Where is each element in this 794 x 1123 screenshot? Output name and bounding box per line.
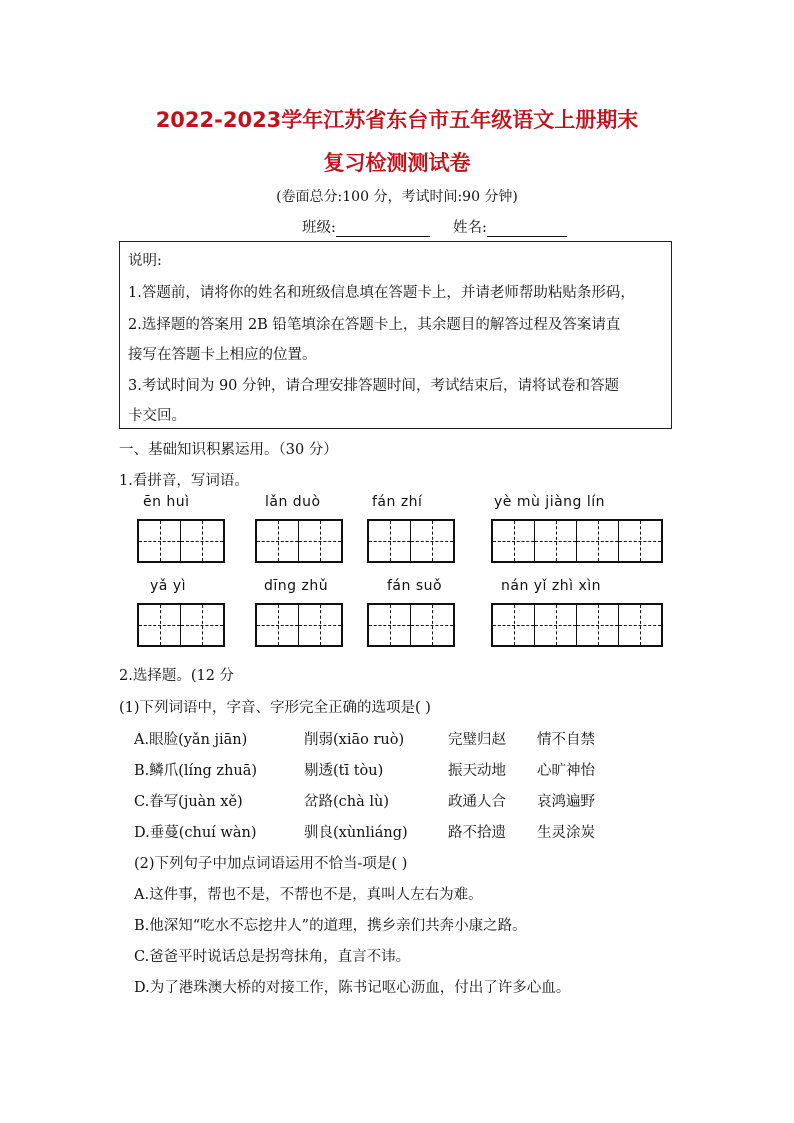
option-d-word1[interactable]: D.垂蔓(chuí wàn) — [134, 825, 257, 841]
pinyin-label: yǎ yì — [150, 578, 186, 594]
instructions-box — [119, 241, 672, 429]
option-c-word3: 政通人合 — [448, 794, 506, 810]
option-b-word3: 振天动地 — [448, 763, 506, 779]
writing-cell[interactable] — [535, 605, 577, 645]
instructions-heading: 说明: — [128, 253, 162, 269]
class-blank[interactable] — [336, 221, 430, 237]
instruction-line: 2.选择题的答案用 2B 铅笔填涂在答题卡上，其余题目的解答过程及答案请直 — [128, 317, 621, 333]
writing-cell[interactable] — [299, 605, 341, 645]
writing-cell[interactable] — [619, 521, 661, 561]
question-2-title: 2.选择题。(12 分 — [119, 668, 235, 684]
option-c-word1[interactable]: C.眷写(juàn xě) — [134, 794, 243, 810]
writing-grid[interactable] — [255, 519, 343, 563]
writing-grid[interactable] — [491, 519, 663, 563]
option-b-sentence[interactable]: B.他深知“吃水不忘挖井人”的道理，携乡亲们共奔小康之路。 — [134, 918, 527, 934]
instruction-line: 卡交回。 — [128, 408, 186, 424]
writing-cell[interactable] — [411, 521, 453, 561]
name-blank[interactable] — [487, 221, 567, 237]
writing-cell[interactable] — [139, 521, 181, 561]
option-a-sentence[interactable]: A.这件事，帮也不是，不帮也不是，真叫人左右为难。 — [134, 887, 483, 903]
option-b-word2: 剔透(tī tòu) — [304, 763, 384, 779]
writing-cell[interactable] — [535, 521, 577, 561]
pinyin-label: lǎn duò — [265, 494, 321, 510]
writing-cell[interactable] — [257, 605, 299, 645]
pinyin-label: nán yǐ zhì xìn — [501, 578, 602, 594]
option-a-word4: 情不自禁 — [537, 732, 595, 748]
option-c-word4: 哀鸿遍野 — [537, 794, 595, 810]
question-1-title: 1.看拼音，写词语。 — [119, 473, 249, 489]
writing-cell[interactable] — [181, 521, 223, 561]
writing-cell[interactable] — [299, 521, 341, 561]
option-d-sentence[interactable]: D.为了港珠澳大桥的对接工作，陈书记呕心沥血，付出了许多心血。 — [134, 980, 571, 996]
name-field[interactable] — [453, 216, 567, 237]
writing-grid[interactable] — [367, 519, 455, 563]
pinyin-label: fán suǒ — [387, 578, 443, 594]
option-c-sentence[interactable]: C.爸爸平时说话总是拐弯抹角，直言不讳。 — [134, 949, 411, 965]
option-a-word2: 削弱(xiāo ruò) — [304, 732, 405, 748]
question-2-1-stem: (1)下列词语中，字音、字形完全正确的选项是( ) — [119, 700, 431, 716]
writing-cell[interactable] — [369, 605, 411, 645]
writing-grid[interactable] — [137, 519, 225, 563]
writing-cell[interactable] — [411, 605, 453, 645]
writing-cell[interactable] — [577, 521, 619, 561]
name-label: 姓名: — [453, 220, 487, 236]
writing-cell[interactable] — [577, 605, 619, 645]
question-2-2-stem: (2)下列句子中加点词语运用不恰当-项是( ) — [134, 856, 408, 872]
pinyin-label: fán zhí — [372, 494, 423, 510]
writing-grid[interactable] — [367, 603, 455, 647]
writing-grid[interactable] — [491, 603, 663, 647]
writing-cell[interactable] — [181, 605, 223, 645]
instruction-line: 1.答题前，请将你的姓名和班级信息填在答题卡上，并请老师帮助粘贴条形码， — [128, 285, 635, 301]
option-b-word4: 心旷神怡 — [537, 763, 595, 779]
pinyin-label: yè mù jiàng lín — [494, 494, 606, 510]
option-a-word1[interactable]: A.眼脸(yǎn jiān) — [134, 732, 248, 748]
instruction-line: 3.考试时间为 90 分钟，请合理安排答题时间，考试结束后，请将试卷和答题 — [128, 378, 620, 394]
pinyin-label: dīng zhǔ — [264, 578, 329, 594]
writing-cell[interactable] — [257, 521, 299, 561]
writing-cell[interactable] — [493, 521, 535, 561]
pinyin-label: ēn huì — [143, 494, 190, 510]
class-label: 班级: — [302, 220, 336, 236]
option-a-word3: 完璧归赵 — [448, 732, 506, 748]
writing-cell[interactable] — [139, 605, 181, 645]
page-title-line2: 复习检测测试卷 — [323, 151, 471, 175]
option-d-word3: 路不拾遗 — [448, 825, 506, 841]
option-b-word1[interactable]: B.鳞爪(líng zhuā) — [134, 763, 258, 779]
option-d-word2: 驯良(xùnliáng) — [304, 825, 408, 841]
section-heading: 一、基础知识积累运用。（30 分） — [119, 442, 338, 458]
option-d-word4: 生灵涂炭 — [537, 825, 595, 841]
writing-cell[interactable] — [619, 605, 661, 645]
page-title-line1: 2022-2023学年江苏省东台市五年级语文上册期末 — [155, 108, 639, 132]
writing-cell[interactable] — [369, 521, 411, 561]
instruction-line: 接写在答题卡上相应的位置。 — [128, 347, 317, 363]
option-c-word2: 岔路(chà lù) — [304, 794, 390, 810]
class-field[interactable] — [302, 216, 430, 237]
writing-grid[interactable] — [137, 603, 225, 647]
writing-cell[interactable] — [493, 605, 535, 645]
writing-grid[interactable] — [255, 603, 343, 647]
exam-info: (卷面总分:100 分，考试时间:90 分钟) — [276, 189, 518, 205]
